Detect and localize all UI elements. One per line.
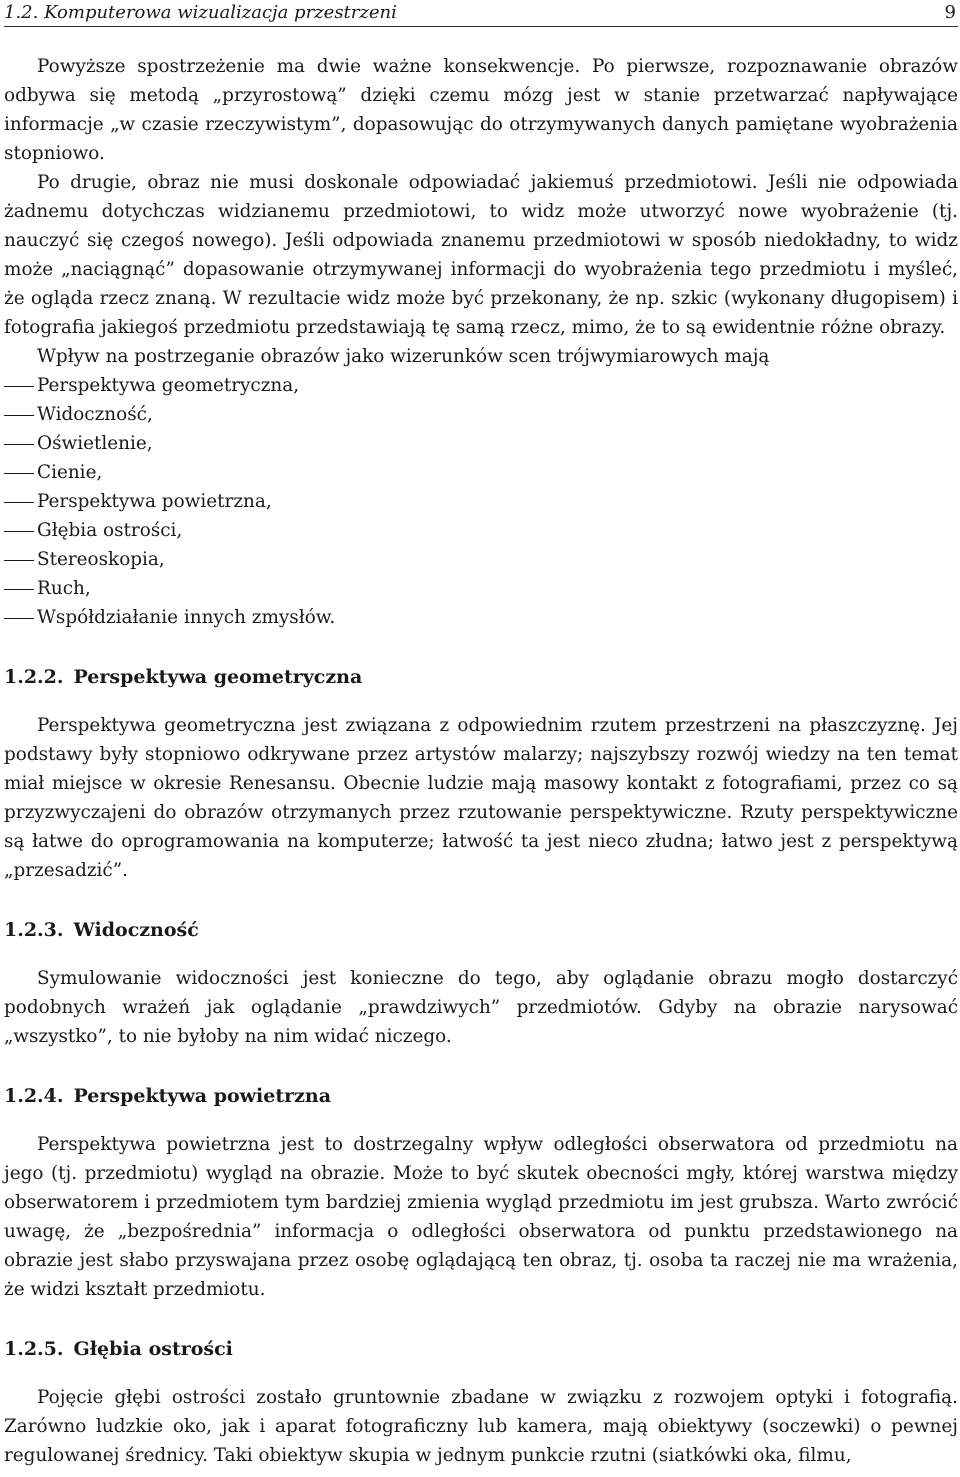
running-header <box>4 0 958 26</box>
section-number: 1.2.4. <box>4 1085 64 1107</box>
list-item: Głębia ostrości, <box>4 516 958 545</box>
list-item: Widoczność, <box>4 400 958 429</box>
section-title: Widoczność <box>73 919 199 941</box>
paragraph-influences-intro: Wpływ na postrzeganie obrazów jako wizerunków scen trójwymiarowych mają <box>37 346 770 367</box>
document-page <box>4 0 958 1470</box>
section-text-aerial-perspective: Perspektywa powietrzna jest to dostrzegalny wpływ odległości obserwatora od przedmiotu na jego (tj. przedmiotu) wygląd na obrazie. Może to być skutek obecności mgły, której warstwa między obserwatorem i przedmiotem tym bardziej zmienia wygląd przedmiotu im jest grubsza. Warto zwrócić uwagę, że „bezpośrednia” informacja o odległości obserwatora od punktu przedstawionego na obrazie jest słabo przyswajana przez osobę oglądającą ten obraz, tj. osoba ta raczej nie ma wrażenia, że widzi kształt przedmiotu. <box>4 1134 958 1300</box>
list-item: Perspektywa powietrzna, <box>4 487 958 516</box>
section-heading-geometric-perspective <box>4 663 958 692</box>
section-number: 1.2.3. <box>4 919 64 941</box>
paragraph-consequences: Powyższe spostrzeżenie ma dwie ważne konsekwencje. Po pierwsze, rozpoznawanie obrazów odbywa się metodą „przyrostową” dzięki czemu mózg jest w stanie przetwarzać napływające informacje „w czasie rzeczywistym”, dopasowując do otrzymywanych danych pamiętane wyobrażenia stopniowo. <box>4 56 958 164</box>
list-item: Współdziałanie innych zmysłów. <box>4 603 958 632</box>
list-item: Oświetlenie, <box>4 429 958 458</box>
list-item: Cienie, <box>4 458 958 487</box>
list-item: Ruch, <box>4 574 958 603</box>
paragraph-second-point: Po drugie, obraz nie musi doskonale odpowiadać jakiemuś przedmiotowi. Jeśli nie odpowiada żadnemu dotychczas widzianemu przedmiotowi, to widz może utworzyć nowe wyobrażenie (tj. nauczyć się czegoś nowego). Jeśli odpowiada znanemu przedmiotowi w sposób niedokładny, to widz może „naciągnąć” dopasowanie otrzymywanej informacji do wyobrażenia tego przedmiotu i myśleć, że ogląda rzecz znaną. W rezultacie widz może być przekonany, że np. szkic (wykonany długopisem) i fotografia jakiegoś przedmiotu przedstawiają tę samą rzecz, mimo, że to są ewidentnie różne obrazy. <box>4 172 958 338</box>
section-heading-visibility <box>4 916 958 945</box>
section-number: 1.2.5. <box>4 1338 64 1360</box>
section-title: Perspektywa geometryczna <box>73 666 363 688</box>
influences-list <box>4 371 958 632</box>
section-heading-depth-of-field <box>4 1335 958 1364</box>
section-title: Perspektywa powietrzna <box>73 1085 332 1107</box>
header-rule <box>4 26 958 27</box>
list-item: Perspektywa geometryczna, <box>4 371 958 400</box>
section-heading-aerial-perspective <box>4 1082 958 1111</box>
section-title: Głębia ostrości <box>73 1338 233 1360</box>
section-text-visibility: Symulowanie widoczności jest konieczne do tego, aby oglądanie obrazu mogło dostarczyć podobnych wrażeń jak oglądanie „prawdziwych” przedmiotów. Gdyby na obrazie narysować „wszystko”, to nie byłoby na nim widać niczego. <box>4 968 958 1047</box>
list-item: Stereoskopia, <box>4 545 958 574</box>
page-number: 9 <box>944 2 956 23</box>
section-number: 1.2.2. <box>4 666 64 688</box>
header-section-title: 1.2. Komputerowa wizualizacja przestrzeni <box>4 2 397 23</box>
section-text-geometric-perspective: Perspektywa geometryczna jest związana z odpowiednim rzutem przestrzeni na płaszczyznę. Jej podstawy były stopniowo odkrywane przez artystów malarzy; najszybszy rozwój wiedzy na ten temat miał miejsce w okresie Renesansu. Obecnie ludzie mają masowy kontakt z fotografiami, przez co są przyzwyczajeni do obrazów otrzymanych przez rzutowanie perspektywiczne. Rzuty perspektywiczne są łatwe do oprogramowania na komputerze; łatwość ta jest nieco złudna; łatwo jest z perspektywą „przesadzić”. <box>4 715 958 881</box>
section-text-depth-of-field: Pojęcie głębi ostrości zostało gruntownie zbadane w związku z rozwojem optyki i fotografią. Zarówno ludzkie oko, jak i aparat fotograficzny lub kamera, mają obiektywy (soczewki) o pewnej regulowanej średnicy. Taki obiektyw skupia w jednym punkcie rzutni (siatkówki oka, filmu, <box>4 1387 958 1466</box>
